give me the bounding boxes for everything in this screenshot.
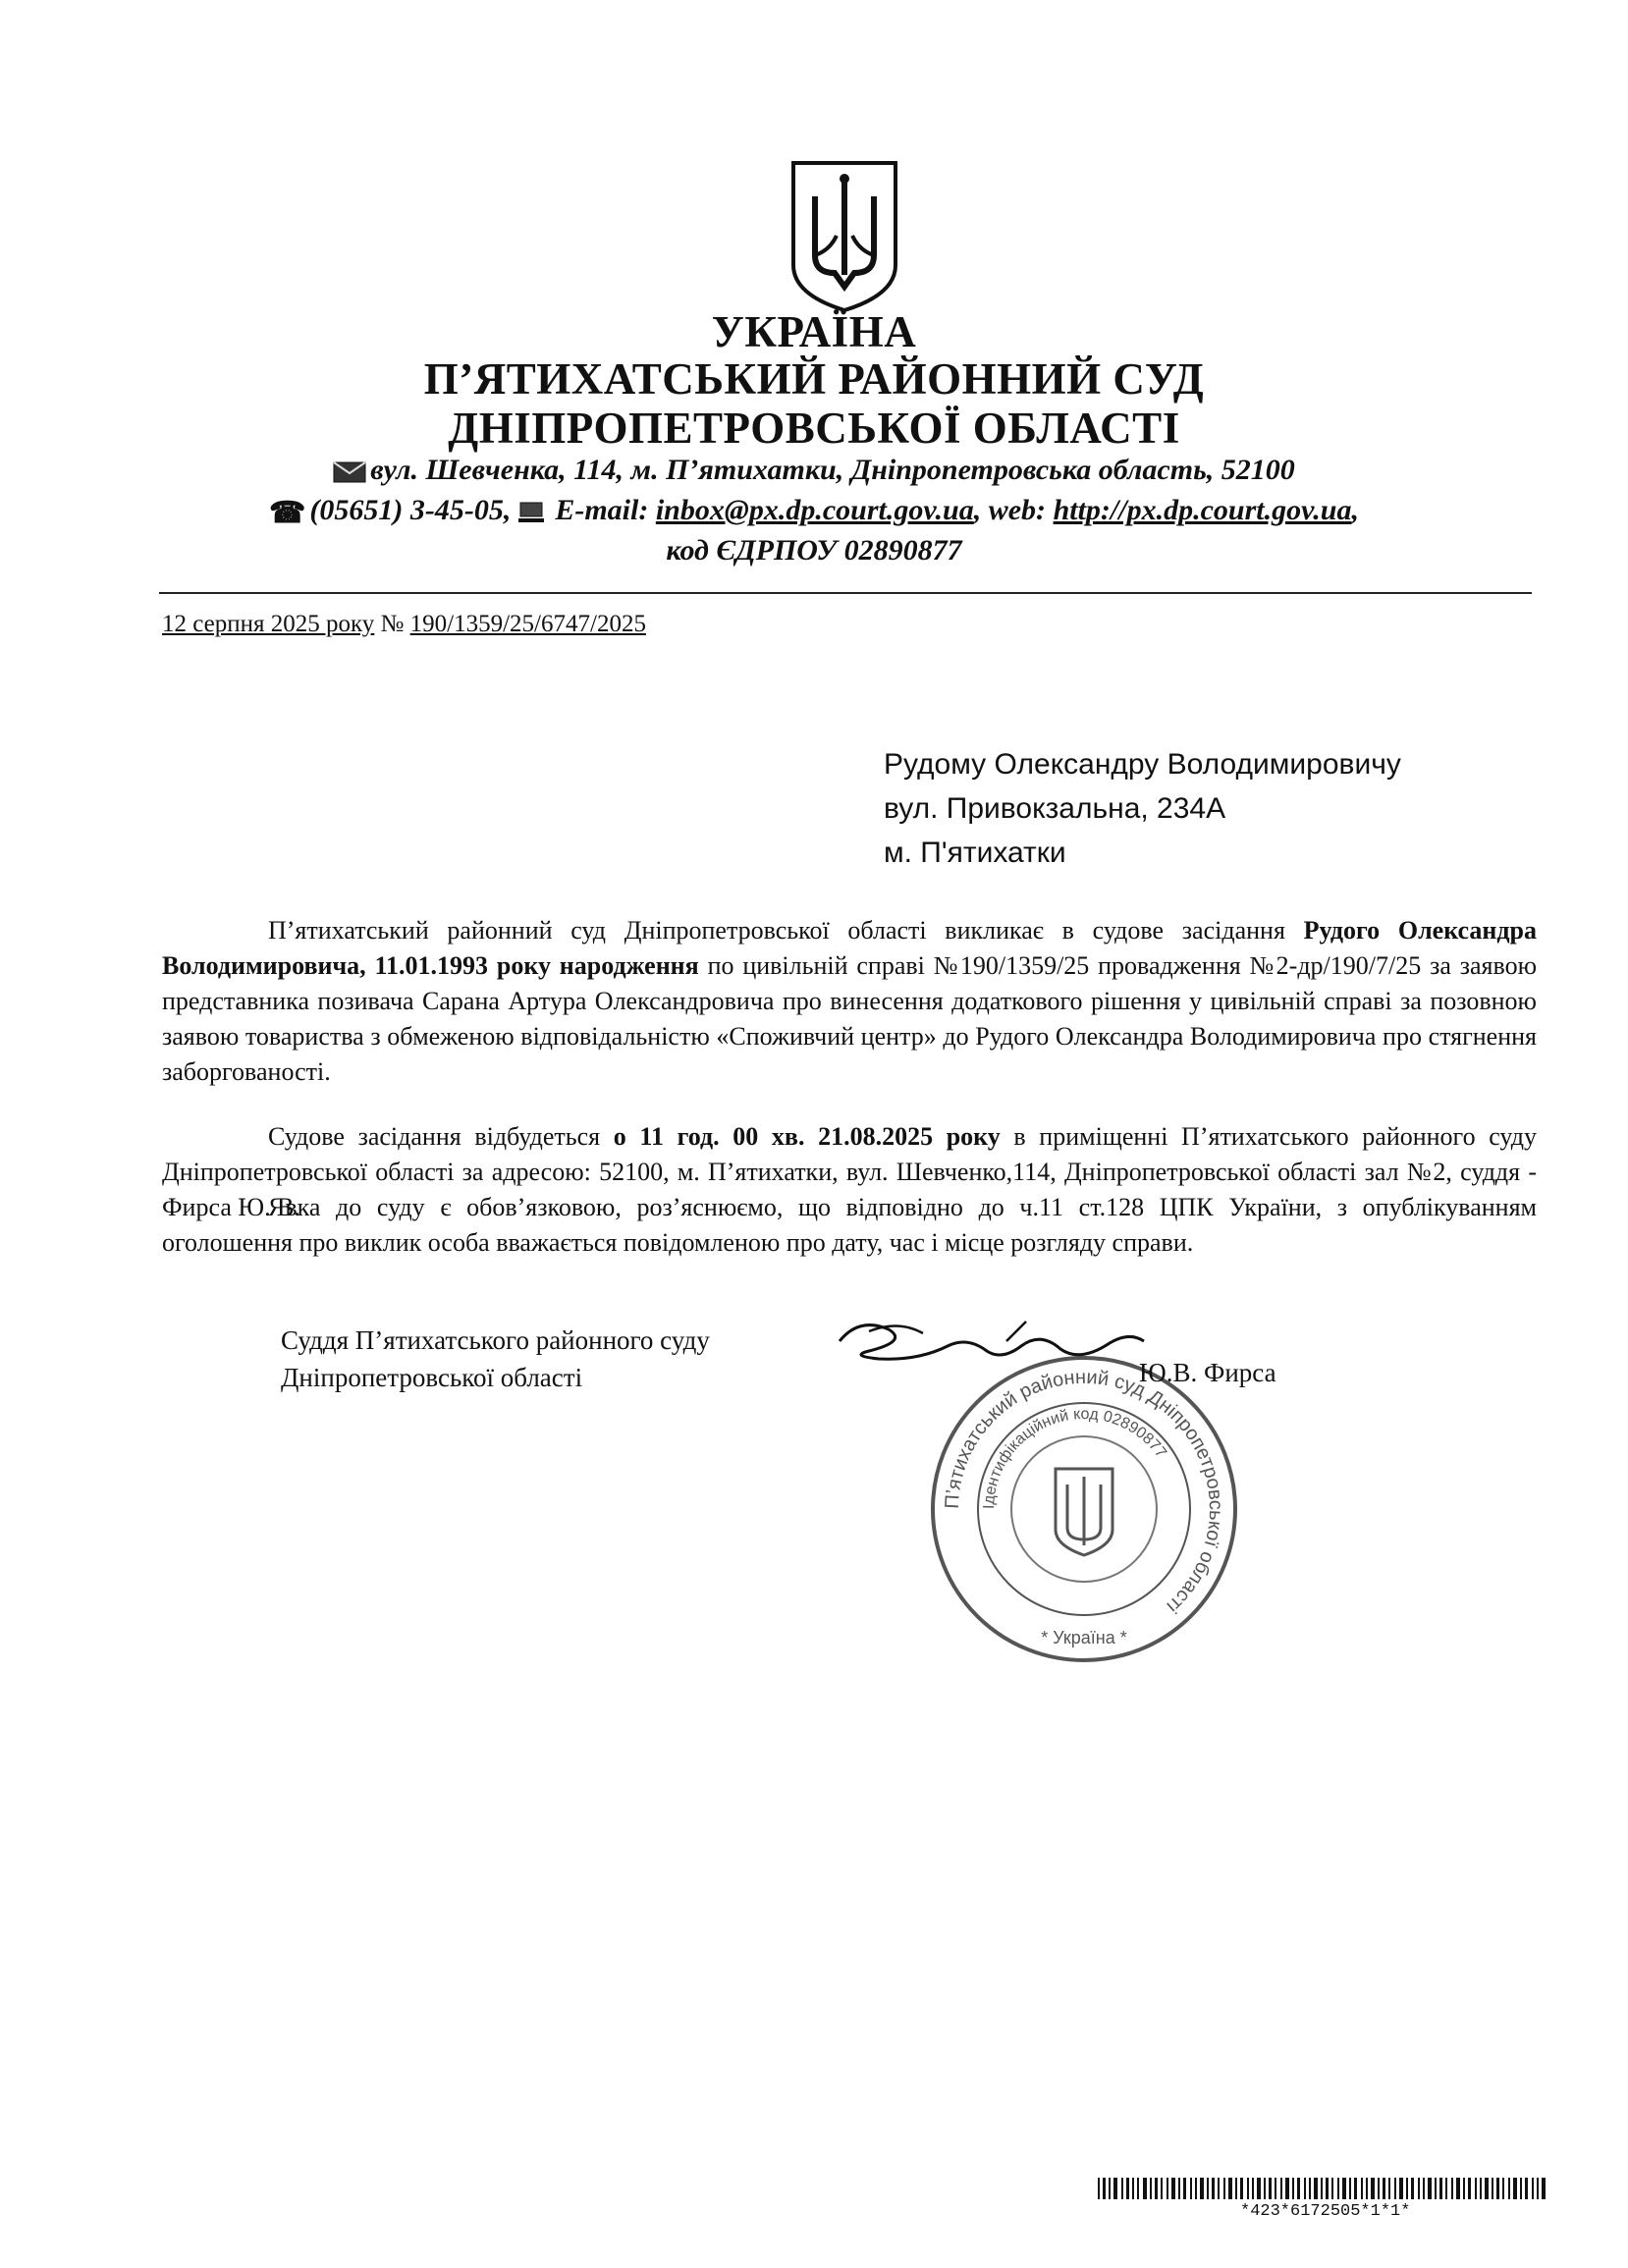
signature-title: Суддя П’ятихатського районного суду Дніпропетровської області — [281, 1325, 710, 1392]
header-court-region: ДНІПРОПЕТРОВСЬКОЇ ОБЛАСТІ — [448, 404, 1180, 453]
barcode — [1098, 2178, 1549, 2199]
handwritten-signature — [830, 1312, 1154, 1380]
court-seal — [928, 1353, 1240, 1665]
coat-of-arms-icon — [786, 157, 903, 314]
document-number: 190/1359/25/6747/2025 — [409, 611, 646, 637]
svg-text:П’ятихатський районний суд Дні: П’ятихатський районний суд Дніпропетровської області — [941, 1366, 1227, 1618]
document-date: 12 серпня 2025 року — [162, 611, 375, 637]
svg-text:Ідентифікаційний код 02890877: Ідентифікаційний код 02890877 — [980, 1405, 1170, 1510]
header-edrpou: код ЄДРПОУ 02890877 — [666, 534, 962, 567]
document-date-number: 12 серпня 2025 року № 190/1359/25/6747/2025 — [162, 611, 646, 637]
judge-name: Ю.В. Фирса — [1139, 1358, 1276, 1387]
web-link[interactable]: http://px.dp.court.gov.ua — [1053, 494, 1352, 526]
header-address: вул. Шевченка, 114, м. П’ятихатки, Дніпропетровська область, 52100 — [0, 454, 1628, 487]
svg-text:* Україна *: * Україна * — [1041, 1628, 1127, 1647]
computer-icon — [518, 502, 544, 523]
header-country: УКРАЇНА — [711, 307, 917, 356]
recipient-name: Рудому Олександру Володимировичу — [884, 748, 1401, 781]
envelope-icon — [333, 461, 366, 483]
paragraph-summons: П’ятихатський районний суд Дніпропетровської області викликає в судове засідання Рудого Олександра Володимировича, 11.01.1993 року народження по цивільній справі №190/1359/25 провадження №2-др/190/7/25 за заявою представника позивача Сарана Артура Олександровича про винесення додаткового рішення у цивільній справі за позовною заявою товариства з обмеженою відповідальністю «Споживчий центр» до Рудого Олександра Володимировича про стягнення заборгованості. — [162, 916, 1538, 1086]
header-contacts: ☎ (05651) 3-45-05, E-mail: inbox@px.dp.court.gov.ua, web: http://px.dp.court.gov.ua, — [269, 494, 1359, 529]
recipient-city: м. П'ятихатки — [884, 837, 1066, 869]
paragraph-hearing-time: Судове засідання відбудеться о 11 год. 00 хв. 21.08.2025 року в приміщенні П’ятихатського районного суду Дніпропетровської області за адресою: 52100, м. П’ятихатки, вул. Шевченко,114, Дніпропетровської області зал №2, суддя - Фирса Ю. В. — [162, 1122, 1537, 1221]
recipient-street: вул. Привокзальна, 234А — [884, 792, 1226, 825]
paragraph-attendance: Явка до суду є обов’язковою, роз’яснюємо, що відповідно до ч.11 ст.128 ЦПК України, з опублікуванням оголошення про виклик особа вважається повідомленою про дату, час і місце розгляду справи. — [162, 1193, 1537, 1257]
header-court-name: П’ЯТИХАТСЬКИЙ РАЙОННИЙ СУД — [423, 354, 1205, 404]
email-link[interactable]: inbox@px.dp.court.gov.ua — [655, 494, 974, 526]
header-divider — [159, 592, 1532, 594]
phone-icon: ☎ — [269, 496, 306, 529]
barcode-number: *423*6172505*1*1* — [1240, 2202, 1411, 2221]
